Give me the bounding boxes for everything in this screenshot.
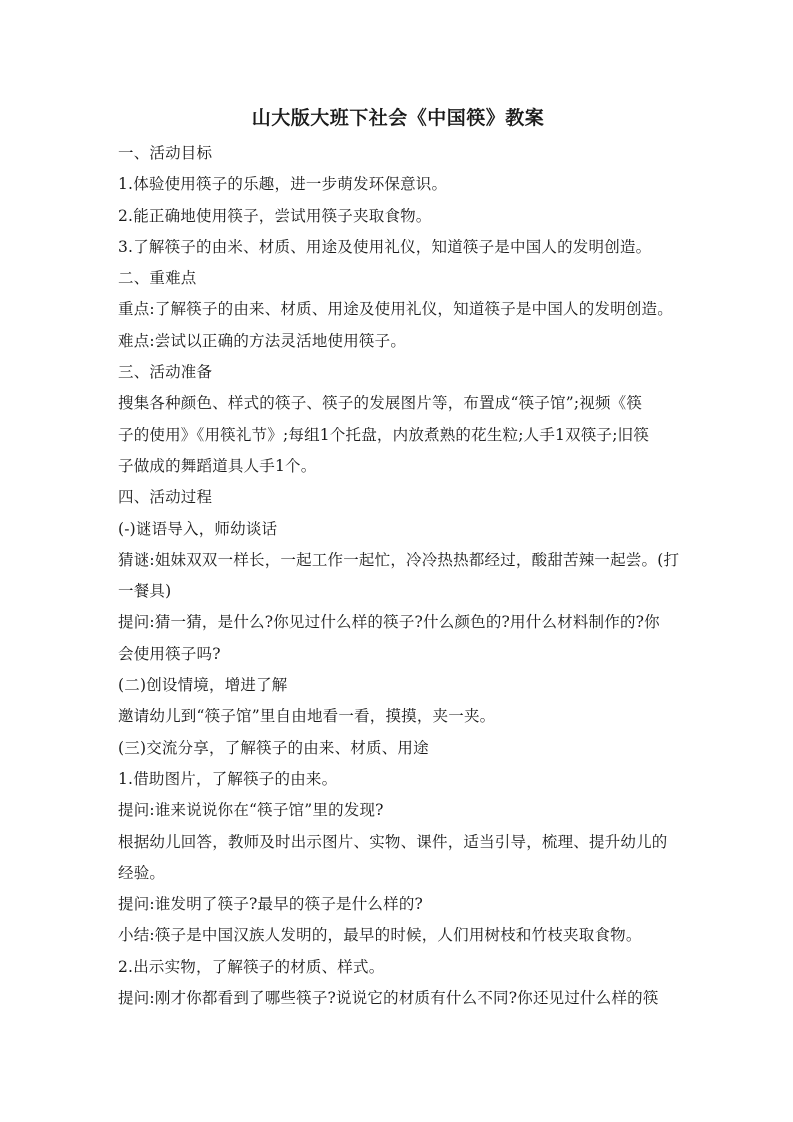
paragraph-line: 提问:刚才你都看到了哪些筷子?说说它的材质有什么不同?你还见过什么样的筷 [118,989,659,1008]
paragraph-line: 提问:谁发明了筷子?最早的筷子是什么样的? [118,895,424,914]
paragraph-line: 经验。 [118,863,166,882]
paragraph-line: 3.了解筷子的由米、材质、用途及使用礼仪，知道筷子是中国人的发明创造。 [118,237,652,256]
subsection-heading: (二)创设情境，增进了解 [118,676,288,695]
paragraph-line: 1.借助图片，了解筷子的由来。 [118,769,338,788]
paragraph-line: 2.能正确地使用筷子，尝试用筷子夹取食物。 [118,206,432,225]
paragraph-line: 子的使用》《用筷礼节》;每组1个托盘，内放煮熟的花生粒;人手1双筷子;旧筷 [118,425,650,444]
subsection-heading: (三)交流分享，了解筷子的由来、材质、用途 [118,738,429,757]
paragraph-line: 1.体验使用筷子的乐趣，进一步萌发环保意识。 [118,175,448,194]
section-heading-key-points: 二、重难点 [118,269,197,288]
paragraph-line: 提问:谁来说说你在“筷子馆”里的发现? [118,801,384,820]
paragraph-line: 2.出示实物，了解筷子的材质、样式。 [118,957,385,976]
paragraph-line: 重点:了解筷子的由来、材质、用途及使用礼仪，知道筷子是中国人的发明创造。 [118,300,673,319]
paragraph-line: 邀请幼儿到“筷子馆”里自由地看一看，摸摸，夹一夹。 [118,707,496,726]
subsection-heading: (-)谜语导入，师幼谈话 [118,519,278,538]
paragraph-line: 根据幼儿回答，教师及时出示图片、实物、课件，适当引导，梳理、提升幼儿的 [118,832,668,851]
paragraph-line: 难点:尝试以正确的方法灵活地使用筷子。 [118,331,407,350]
document-page [118,98,678,1014]
paragraph-line: 子做成的舞蹈道具人手1个。 [118,456,317,475]
section-heading-preparation: 三、活动准备 [118,363,213,382]
section-heading-process: 四、活动过程 [118,488,213,507]
paragraph-line: 猜谜:姐妹双双一样长，一起工作一起忙，冷冷热热都经过，酸甜苦辣一起尝。(打 [118,550,680,569]
paragraph-line: 会使用筷子吗? [118,644,221,663]
section-heading-goals: 一、活动目标 [118,144,213,162]
paragraph-line: 小结:筷子是中国汉族人发明的，最早的时候，人们用树枝和竹枝夹取食物。 [118,926,642,945]
document-title: 山大版大班下社会《中国筷》教案 [251,107,545,129]
paragraph-line: 提问:猜一猜，是什么?你见过什么样的筷子?什么颜色的?用什么材料制作的?你 [118,613,660,632]
paragraph-line: 搜集各种颜色、样式的筷子、筷子的发展图片等，布置成“筷子馆”;视频《筷 [118,394,643,413]
paragraph-line: 一餐具) [118,582,172,601]
